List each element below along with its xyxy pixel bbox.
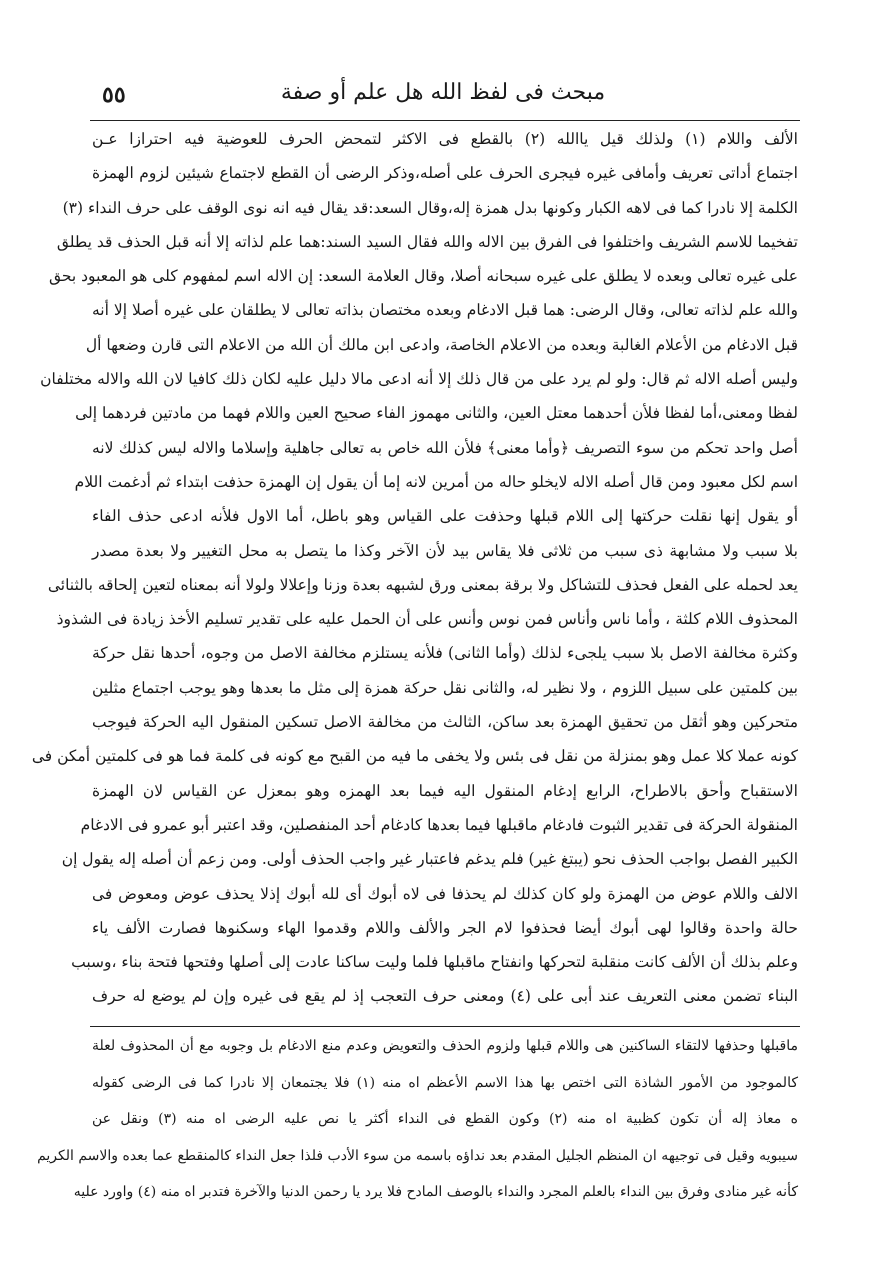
text-line: متحركين وهو أثقل من تحقيق الهمزة بعد ساكن، الثالث من مخالفة الاصل تسكين المنقول اليه الحركة فيوجب: [92, 713, 798, 732]
text-line: يعد لحمله على الفعل فحذف للتشاكل ولا برقة بمعنى ورق لشبهه بعدة وزنا وإعلالا ولولا أنه بمعناه لتعين إلحاقه بالثنائى: [47, 575, 798, 594]
header-divider: [90, 120, 800, 121]
text-line: اسم لكل معبود ومن قال أصله الاله لايخلو حاله من أمرين لانه إما أن يقول إن الهمزة حذفت ابتداء ثم أدغمت اللام: [74, 472, 798, 491]
text-line: تفخيما للاسم الشريف واختلفوا فى الفرق بين الاله والله فقال السيد السند:هما علم لذاته إلا أنه قبل الحذف قد يطلق: [56, 232, 798, 251]
footnote-line: سيبويه وقيل فى توجيهه ان المنظم الجليل المقدم بعد نداؤه باسمه من سوء الأدب فلذا جعل النداء كالمنقطع عما بعده والاسم الكريم: [37, 1147, 798, 1164]
text-line: قبل الادغام من الأعلام الغالبة وبعده من الاعلام الخاصة، وادعى ابن مالك أن الله من الاعلام التى قارن وضعها أل: [85, 335, 798, 354]
text-line: وكثرة مخالفة الاصل بلا سبب يلجىء لذلك (وأما الثانى) فلأنه يستلزم مخالفة الاصل من وجوه، أحدها نقل حركة: [92, 644, 798, 663]
page-number: ٥٥: [102, 82, 126, 108]
text-line: الكبير الفصل بواجب الحذف نحو (يبتغ غير) فلم يدغم فاعتبار غير واجب الحذف أولى. ومن زعم أن أصله إله يقول إن: [61, 850, 798, 869]
text-line: والله علم لذاته تعالى، وقال الرضى: هما قبل الادغام وبعده مختصان بذاته تعالى لا يطلقان على غيره أصلا إلا أنه: [92, 301, 798, 320]
text-line: المنقولة الحركة فى تقدير الثبوت فادغام ماقبلها فيما بعدها كادغام أحد المنفصلين، وقد اعتبر أبو عمرو فى الادغام: [80, 815, 798, 834]
main-text: [31, 122, 798, 1014]
text-line: المحذوف اللام كلثة ، وأما ناس وأناس فمن نوس وأنس على أن الحمل عليه على تقدير تسليم الأخذ زيادة فى الشذوذ: [56, 610, 798, 629]
text-line: اجتماع أداتى تعريف وأمافى غيره فيجرى الحرف على أصله،وذكر الرضى أن القطع لاجتماع شيئين لزوم الهمزة: [92, 164, 798, 183]
text-line: حالة واحدة وقالوا لهى أبوك أيضا فحذفوا لام الجر والألف واللام وقدموا الهاء وسكنوها فصارت الألف ياء: [92, 918, 798, 937]
text-line: أصل واحد تحكم من سوء التصريف ﴿وأما معنى﴾ فلأن الله خاص به تعالى جاهلية وإسلاما والاله ليس كذلك لانه: [92, 438, 798, 457]
text-line: الاستقباح وأحق بالاطراح، الرابع إدغام المنقول اليه فيما بعد الهمزه وهو بمعزل عن القياس لان الهمزة: [92, 781, 798, 800]
text-line: الكلمة إلا نادرا كما فى لاهه الكبار وكونها بدل همزة إله،وقال السعد:قد يقال فيه انه نوى الوقف على حرف النداء (٣): [62, 198, 798, 217]
text-line: الالف واللام عوض من الهمزة ولو كان كذلك لم يحذفا فى لاه أبوك أى لله أبوك إذلا يحذف عوض ومعوض فى: [92, 884, 798, 903]
text-line: أو يقول إنها نقلت حركتها إلى اللام قبلها وحذفت على القياس وهو باطل، أما الاول فلأنه ادعى حذف الفاء: [92, 507, 798, 526]
footnote-line: كأنه غير منادى وفرق بين النداء بالعلم المجرد والنداء بالوصف المادح فلا يرد يا رحمن الدنيا والآخرة فتدبر اه منه (٤) واورد عليه: [73, 1184, 798, 1200]
text-line: البناء تضمن معنى التعريف عند أبى على (٤) ومعنى حرف التعجب إذ لم يقع فى غيره وإن لم يوضع له حرف: [92, 987, 798, 1006]
text-line: بلا سبب ولا مشابهة ذى سبب من ثلاثى فلا يقاس بيد لأن الآخر وكذا ما يتصل به محل التغيير ولا بعدة مصدر: [92, 541, 798, 560]
page-header: [88, 78, 798, 118]
text-line: كونه عملا كلا عمل وهو بمنزلة من نقل فى بئس ولا يخفى ما فيه من القبح مع كونه فى كلمة فما هو فى كلمتين أمكن فى: [31, 747, 798, 766]
text-line: وليس أصله الاله ثم قال: ولو لم يرد على من قال ذلك إلا أنه ادعى مالا دليل عليه لكان ذلك كافيا لان الله والاله مختلفان: [40, 370, 798, 389]
footnote-line: ماقبلها وحذفها لالتقاء الساكنين هى واللام قبلها ولزوم الحذف والتعويض وعدم منع الادغام بل وجوبه مع أن المحذوف لعلة: [92, 1038, 798, 1054]
text-line: وعلم بذلك أن الألف كانت منقلبة لتحركها وانفتاح ماقبلها فلما وليت ساكنا عادت إلى أصلها وفتحها فتحة بناء ،وسبب: [71, 953, 798, 972]
footnote-line: ه معاذ إله أن تكون كظبية اه منه (٢) وكون القطع فى النداء أكثر يا نص عليه الرضى اه منه (٣) ونقل عن: [92, 1111, 799, 1127]
text-line: لفظا ومعنى،أما لفظا فلأن أحدهما معتل العين، والثانى مهموز الفاء صحيح العين واللام فهما من مادتين فردهما إلى: [75, 404, 798, 423]
text-line: الألف واللام (١) ولذلك قيل ياالله (٢) بالقطع فى الاكثر لتمحض الحرف للعوضية فيه احترازا عـن: [92, 130, 798, 148]
footnote-divider: [90, 1026, 800, 1027]
footnotes: [37, 1028, 799, 1211]
text-line: بين كلمتين على سبيل اللزوم ، ولا نظير له، والثانى نقل حركة همزة إلى مثل ما بعدها وهو يوجب اجتماع مثلين: [92, 678, 798, 697]
text-line: على غيره تعالى وبعده لا يطلق على غيره سبحانه أصلا، وقال العلامة السعد: إن الاله اسم لمفهوم كلى هو المعبود بحق: [48, 267, 798, 286]
running-title: مبحث فى لفظ الله هل علم أو صفة: [280, 80, 606, 105]
footnote-line: كالموجود من الأمور الشاذة التى اختص بها هذا الاسم الأعظم اه منه (١) فلا يجتمعان إلا نادرا كما فى الرضى كقوله: [92, 1074, 798, 1091]
